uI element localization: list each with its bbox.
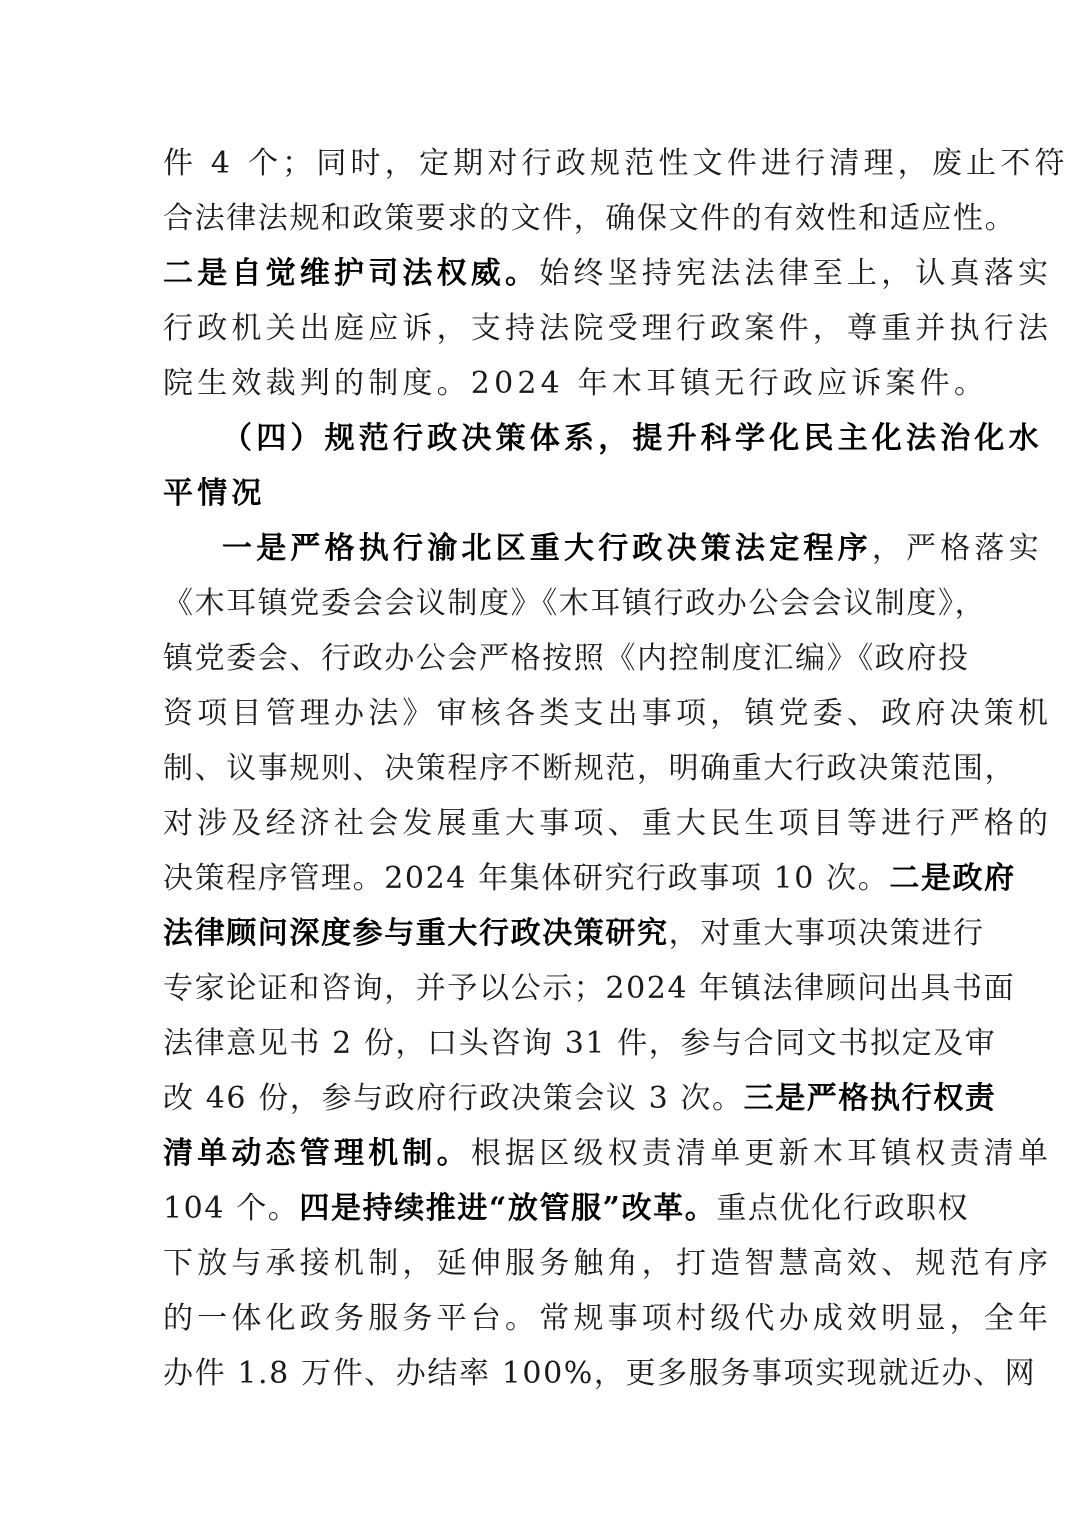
- text-line-13: 对涉及经济社会发展重大事项、重大民生项目等进行严格的: [163, 806, 1053, 841]
- text-line-22: 的一体化政务服务平台。常规事项村级代办成效明显，全年: [163, 1301, 1053, 1336]
- text-line-1: 件 4 个；同时，定期对行政规范性文件进行清理，废止不符: [163, 146, 1069, 181]
- text-line-3: 二是自觉维护司法权威。始终坚持宪法法律至上，认真落实: [163, 256, 1053, 291]
- text-line-2: 合法律法规和政策要求的文件，确保文件的有效性和适应性。: [163, 201, 1017, 236]
- text-line-23: 办件 1.8 万件、办结率 100%，更多服务事项实现就近办、网: [163, 1356, 1037, 1391]
- text-line-16: 专家论证和咨询，并予以公示；2024 年镇法律顾问出具书面: [163, 971, 1016, 1006]
- bold-heading: 一是严格执行渝北区重大行政决策法定程序: [222, 531, 872, 566]
- text-line-9: 《木耳镇党委会会议制度》《木耳镇行政办公会会议制度》，: [163, 586, 987, 621]
- text-line-17: 法律意见书 2 份，口头咨询 31 件，参与合同文书拟定及审: [163, 1026, 997, 1061]
- bold-heading: 三是严格执行权责: [743, 1081, 997, 1116]
- text-line-10: 镇党委会、行政办公会严格按照《内控制度汇编》《政府投: [163, 641, 970, 676]
- text-line-20: 104 个。四是持续推进“放管服”改革。重点优化行政职权: [163, 1191, 970, 1226]
- text-line-11: 资项目管理办法》审核各类支出事项，镇党委、政府决策机: [163, 696, 1053, 731]
- text-line-21: 下放与承接机制，延伸服务触角，打造智慧高效、规范有序: [163, 1246, 1053, 1281]
- text-line-12: 制、议事规则、决策程序不断规范，明确重大行政决策范围，: [163, 751, 1017, 786]
- bold-heading: 四是持续推进“放管服”改革。: [299, 1191, 717, 1226]
- text-line-5: 院生效裁判的制度。2024 年木耳镇无行政应诉案件。: [163, 366, 989, 401]
- bold-heading: 清单动态管理机制。: [163, 1136, 471, 1171]
- bold-heading: 二是自觉维护司法权威。: [163, 256, 540, 291]
- text-line-8: 一是严格执行渝北区重大行政决策法定程序，严格落实: [222, 531, 1043, 566]
- text-line-15: 法律顾问深度参与重大行政决策研究，对重大事项决策进行: [163, 916, 985, 951]
- text-line-4: 行政机关出庭应诉，支持法院受理行政案件，尊重并执行法: [163, 311, 1053, 346]
- text-line-18: 改 46 份，参与政府行政决策会议 3 次。三是严格执行权责: [163, 1081, 997, 1116]
- section-heading-cont: 平情况: [163, 476, 266, 511]
- text-line-19: 清单动态管理机制。根据区级权责清单更新木耳镇权责清单: [163, 1136, 1053, 1171]
- bold-heading: 二是政府: [889, 861, 1016, 896]
- section-heading: （四）规范行政决策体系，提升科学化民主化法治化水: [222, 421, 1043, 456]
- bold-heading: 法律顾问深度参与重大行政决策研究: [163, 916, 669, 951]
- text-line-14: 决策程序管理。2024 年集体研究行政事项 10 次。二是政府: [163, 861, 1016, 896]
